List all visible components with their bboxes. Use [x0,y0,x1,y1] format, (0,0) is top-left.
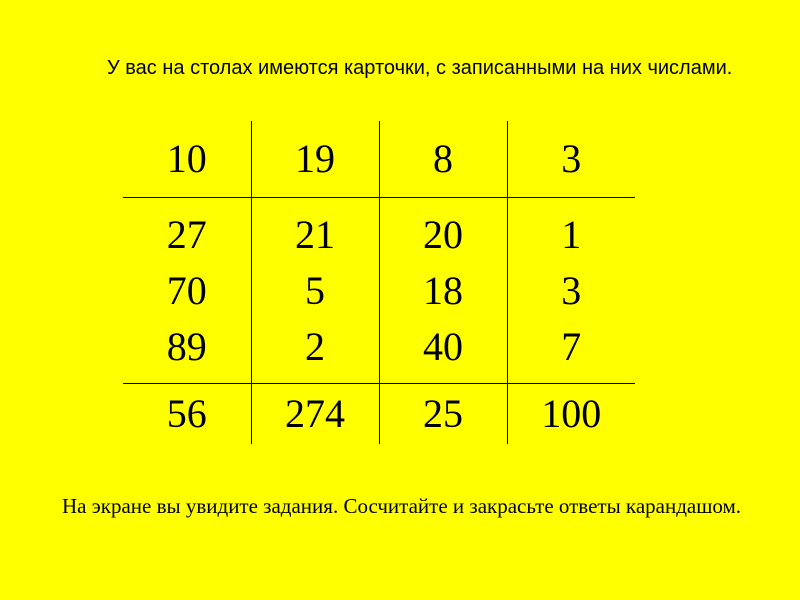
card-number: 2 [305,323,325,369]
card-number: 18 [423,267,463,313]
card-number: 40 [423,323,463,369]
card-cell: 10 [123,121,251,198]
card-number: 70 [166,267,207,313]
card-cell: 100 [507,384,635,445]
task-text: На экране вы увидите задания. Сосчитайте и закрасьте ответы карандашом. [62,494,742,518]
card-cell: 274 [251,384,379,445]
card-cell [379,198,507,384]
card-number: 20 [423,211,463,257]
card-number: 7 [561,323,582,369]
card-cell: 56 [123,384,251,445]
card-cell: 19 [251,121,379,198]
cards-table [123,121,635,444]
card-cell: 8 [379,121,507,198]
card-number: 1 [561,211,582,257]
card-cell [251,198,379,384]
card-number: 3 [561,267,582,313]
card-cell: 25 [379,384,507,445]
intro-text: У вас на столах имеются карточки, с записанными на них числами. [107,57,733,79]
card-cell [507,198,635,384]
card-cell [123,198,251,384]
cards-row-top [123,121,635,198]
cards-row-middle [123,198,635,384]
cards-row-bottom [123,384,635,445]
card-number: 89 [166,323,207,369]
card-number: 21 [295,211,335,257]
card-number: 27 [166,211,207,257]
card-cell: 3 [507,121,635,198]
card-number: 5 [305,267,325,313]
